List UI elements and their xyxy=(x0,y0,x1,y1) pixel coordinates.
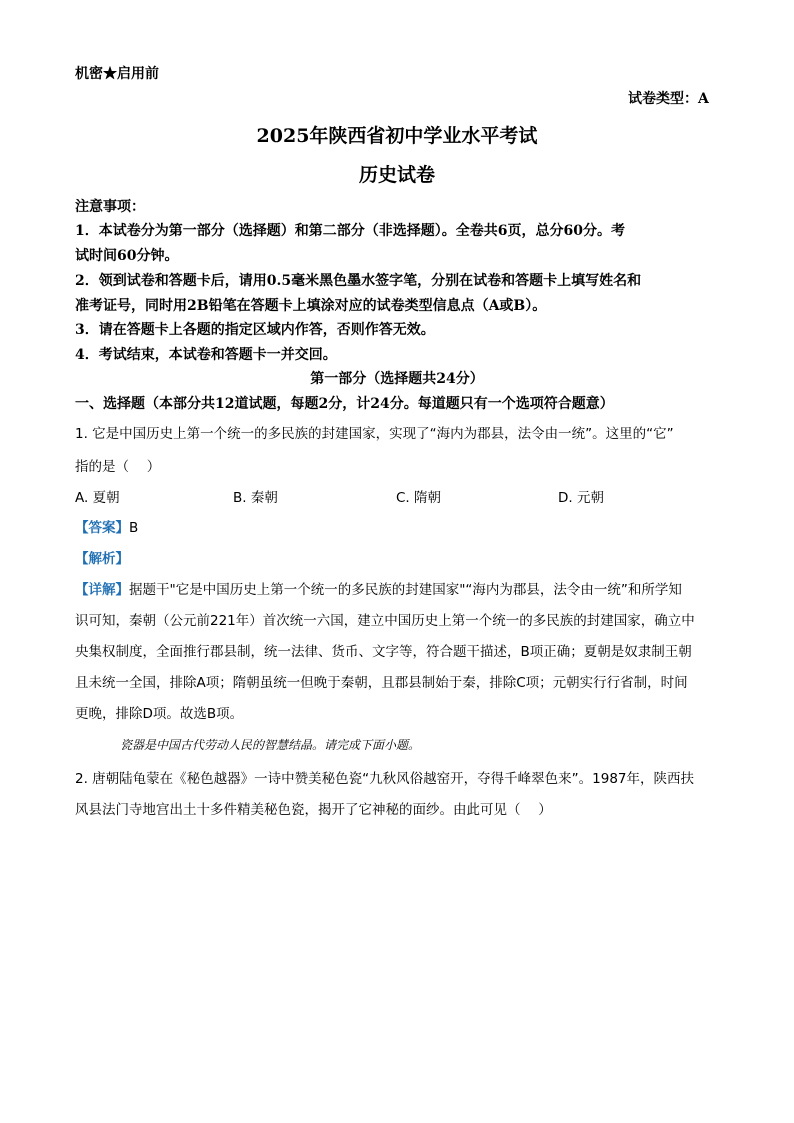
analysis-tag: 【解析】 xyxy=(75,551,129,567)
part1-heading: 第一部分（选择题共24分） xyxy=(310,371,484,387)
q1-option-d: D. 元朝 xyxy=(558,490,604,506)
q1-detail-line: 央集权制度，全面推行郡县制，统一法律、货币、文字等，符合题干描述，B项正确；夏朝是奴隶制王朝 xyxy=(75,644,692,660)
notes-heading: 注意事项： xyxy=(75,199,145,215)
answer-value: B xyxy=(129,520,139,536)
q1-option-b: B. 秦朝 xyxy=(233,490,278,506)
q1-detail-line: 识可知，秦朝（公元前221年）首次统一六国，建立中国历史上第一个统一的多民族的封建国家，确立中 xyxy=(75,613,695,629)
q1-option-c: C. 隋朝 xyxy=(396,490,442,506)
q1-detail-line: 更晚，排除D项。故选B项。 xyxy=(75,706,244,722)
q1-stem: 指的是（ ） xyxy=(75,459,161,475)
notes-line: 1．本试卷分为第一部分（选择题）和第二部分（非选择题）。全卷共6页，总分60分。考 xyxy=(75,223,625,239)
notes-line: 试时间60分钟。 xyxy=(75,248,179,264)
q1-analysis xyxy=(75,547,129,567)
section-heading: 一、选择题（本部分共12道试题，每题2分，计24分。每道题只有一个选项符合题意） xyxy=(75,396,614,412)
notes-line: 3．请在答题卡上各题的指定区域内作答，否则作答无效。 xyxy=(75,322,435,338)
q1-detail-line xyxy=(75,578,682,598)
q2-stem: 2. 唐朝陆龟蒙在《秘色越器》一诗中赞美秘色瓷“九秋风俗越窑开，夺得千峰翠色来”。1987年，陕西扶 xyxy=(75,771,695,787)
notes-line: 2．领到试卷和答题卡后，请用0.5毫米黑色墨水签字笔，分别在试卷和答题卡上填写姓名和 xyxy=(75,273,642,289)
q1-option-a: A. 夏朝 xyxy=(75,490,120,506)
group-intro: 瓷器是中国古代劳动人民的智慧结晶。请完成下面小题。 xyxy=(120,738,421,752)
answer-tag: 【答案】 xyxy=(75,520,129,536)
confidential-label: 机密★启用前 xyxy=(75,66,159,82)
notes-line: 准考证号，同时用2B铅笔在答题卡上填涂对应的试卷类型信息点（A或B）。 xyxy=(75,298,547,314)
q1-detail-line: 且未统一全国，排除A项；隋朝虽统一但晚于秦朝，且郡县制始于秦，排除C项；元朝实行行省制，时间 xyxy=(75,675,688,691)
exam-title: 2025年陕西省初中学业水平考试 xyxy=(256,125,538,147)
detail-text: 据题干"它是中国历史上第一个统一的多民族的封建国家"“海内为郡县，法令由一统”和所学知 xyxy=(129,582,682,598)
detail-tag: 【详解】 xyxy=(75,582,129,598)
q1-stem: 1. 它是中国历史上第一个统一的多民族的封建国家，实现了“海内为郡县，法令由一统”。这里的“它” xyxy=(75,426,674,442)
q2-stem: 风县法门寺地宫出土十多件精美秘色瓷，揭开了它神秘的面纱。由此可见（ ） xyxy=(75,802,552,818)
exam-subtitle: 历史试卷 xyxy=(358,164,435,186)
q1-answer xyxy=(75,516,138,536)
notes-line: 4．考试结束，本试卷和答题卡一并交回。 xyxy=(75,347,337,363)
paper-type-label: 试卷类型：A xyxy=(628,91,709,107)
